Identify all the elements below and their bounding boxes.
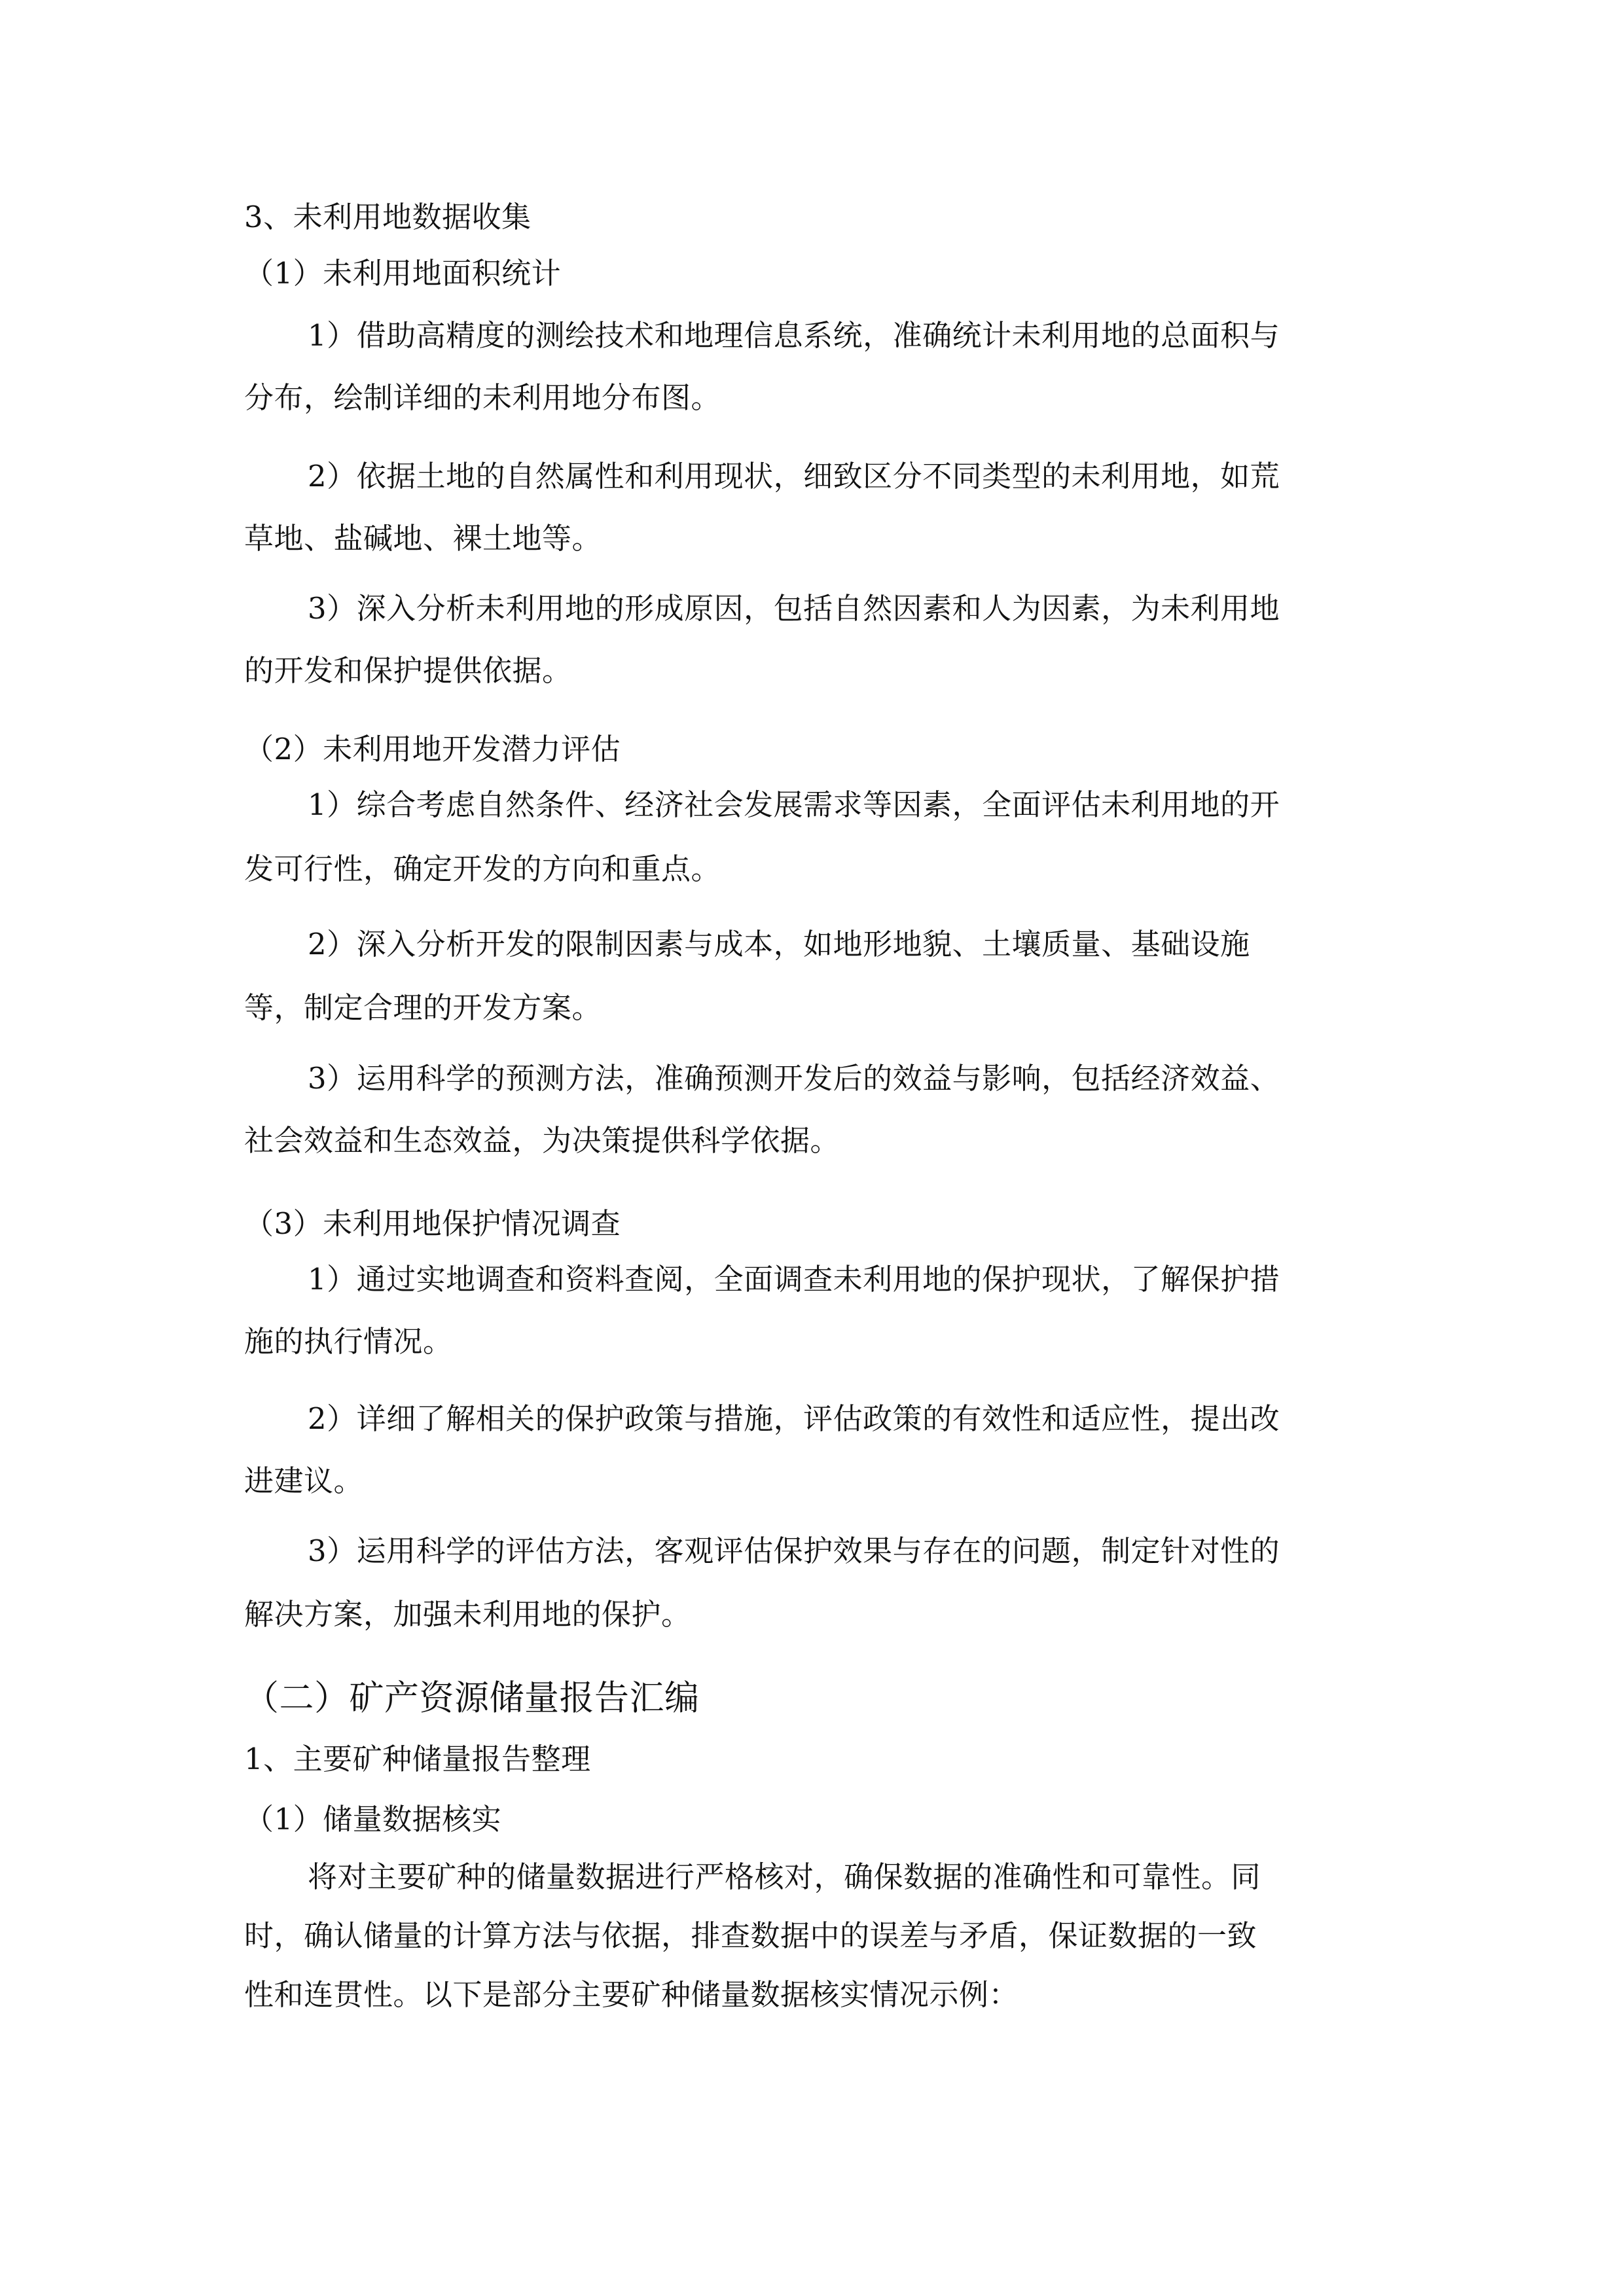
paragraph-line: 1）通过实地调查和资料查阅，全面调查未利用地的保护现状，了解保护措 [308, 1262, 1280, 1297]
paragraph-line: 1）综合考虑自然条件、经济社会发展需求等因素，全面评估未利用地的开 [308, 787, 1280, 822]
paragraph-line: 时，确认储量的计算方法与依据，排查数据中的误差与矛盾，保证数据的一致 [244, 1918, 1257, 1953]
subsection-heading: （1）未利用地面积统计 [244, 256, 562, 291]
paragraph-line: 等，制定合理的开发方案。 [244, 990, 602, 1025]
paragraph-line: 草地、盐碱地、裸土地等。 [244, 521, 602, 556]
paragraph-line: 3）深入分析未利用地的形成原因，包括自然因素和人为因素，为未利用地 [308, 591, 1280, 626]
paragraph-line: 进建议。 [244, 1463, 364, 1498]
paragraph-line: 2）依据土地的自然属性和利用现状，细致区分不同类型的未利用地，如荒 [308, 459, 1280, 493]
section-heading: 1、主要矿种储量报告整理 [244, 1742, 591, 1776]
paragraph-line: 施的执行情况。 [244, 1324, 453, 1359]
paragraph-line: 3）运用科学的评估方法，客观评估保护效果与存在的问题，制定针对性的 [308, 1534, 1280, 1568]
subsection-heading: （1）储量数据核实 [244, 1802, 502, 1837]
paragraph-line: 性和连贯性。以下是部分主要矿种储量数据核实情况示例： [244, 1977, 1019, 2012]
paragraph-line: 发可行性，确定开发的方向和重点。 [244, 852, 721, 886]
paragraph-line: 将对主要矿种的储量数据进行严格核对，确保数据的准确性和可靠性。同 [308, 1859, 1261, 1894]
paragraph-line: 分布，绘制详细的未利用地分布图。 [244, 380, 721, 415]
part-heading: （二）矿产资源储量报告汇编 [244, 1678, 700, 1718]
paragraph-line: 3）运用科学的预测方法，准确预测开发后的效益与影响，包括经济效益、 [308, 1061, 1280, 1096]
section-heading: 3、未利用地数据收集 [244, 200, 532, 234]
paragraph-line: 的开发和保护提供依据。 [244, 653, 572, 688]
paragraph-line: 2）详细了解相关的保护政策与措施，评估政策的有效性和适应性，提出改 [308, 1401, 1280, 1436]
paragraph-line: 1）借助高精度的测绘技术和地理信息系统，准确统计未利用地的总面积与 [308, 318, 1280, 353]
subsection-heading: （2）未利用地开发潜力评估 [244, 732, 621, 766]
subsection-heading: （3）未利用地保护情况调查 [244, 1206, 621, 1241]
paragraph-line: 2）深入分析开发的限制因素与成本，如地形地貌、土壤质量、基础设施 [308, 927, 1250, 961]
paragraph-line: 社会效益和生态效益，为决策提供科学依据。 [244, 1123, 840, 1158]
paragraph-line: 解决方案，加强未利用地的保护。 [244, 1597, 691, 1632]
